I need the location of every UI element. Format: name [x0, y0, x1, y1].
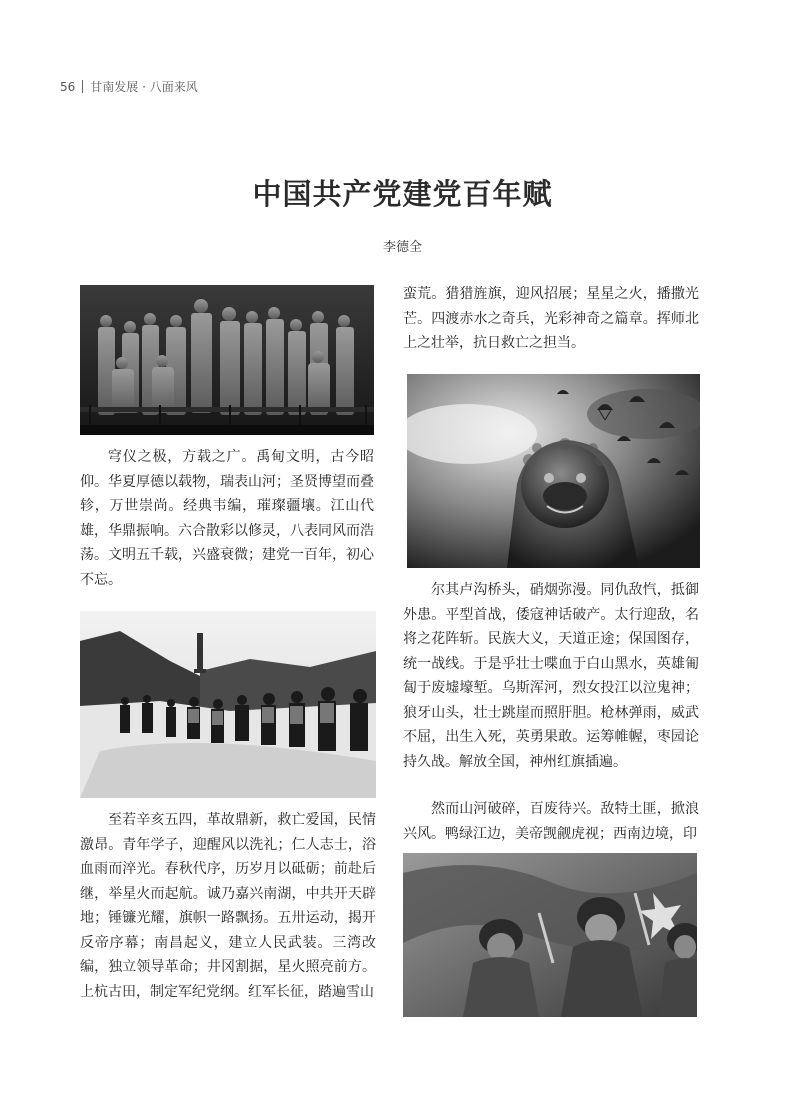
soldiers-image	[403, 853, 697, 1017]
article-title: 中国共产党建党百年赋	[252, 177, 553, 211]
paragraph-2-continued: 蛮荒。猎猎旌旗，迎风招展；星星之火，播撒光芒。四渡赤水之奇兵，光彩神奇之篇章。挥师北上之壮举，抗日救亡之担当。	[403, 286, 699, 351]
paragraph-1: 穹仪之极，方载之广。禹甸文明，古今昭仰。华夏厚德以载物，瑞表山河；圣贤博望而叠轸，万世崇尚。经典韦编，璀璨疆壤。江山代雄，华鼎振响。六合散彩以修灵，八表同风而浩荡。文明五千载，兴盛衰微；建党一百年，初心不忘。	[80, 449, 374, 588]
statues-image	[80, 285, 374, 435]
article-author: 李德全	[382, 240, 422, 255]
march-image	[80, 611, 376, 798]
lion-image	[407, 374, 700, 568]
paragraph-2: 至若辛亥五四，革故鼎新，救亡爱国，民情激昂。青年学子，迎醒风以洗礼；仁人志士，浴血雨而淬光。春秋代序，历岁月以砥砺；前赴后继，举星火而起航。诚乃嘉兴南湖，中共开天辟地；锤镰光耀，旗帜一路飘扬。五卅运动，揭开反帝序幕；南昌起义，建立人民武装。三湾改编，独立领导革命；井冈割据，星火照亮前方。上杭古田，制定军纪党纲。红军长征，踏遍雪山	[80, 812, 376, 1000]
paragraph-4: 然而山河破碎，百废待兴。敌特土匪，掀浪兴风。鸭绿江边，美帝觊觎虎视；西南边境，印	[403, 801, 699, 842]
header-divider	[82, 80, 83, 93]
section-name: 甘南发展 · 八面来风	[90, 80, 198, 94]
running-header	[60, 78, 198, 95]
paragraph-3: 尔其卢沟桥头，硝烟弥漫。同仇敌忾，抵御外患。平型首战，倭寇神话破产。太行迎敌，名将之花阵斩。民族大义，天道正途；保国图存，统一战线。于是乎壮士喋血于白山黑水，英雄匍匐于废墟壕堑。乌斯浑河，烈女投江以泣鬼神；狼牙山头，壮士跳崖而照肝胆。枪林弹雨，威武不屈，出生入死，英勇果敢。运筹帷幄，枣园论持久战。解放全国，神州红旗插遍。	[403, 582, 699, 770]
page-number: 56	[60, 79, 76, 94]
